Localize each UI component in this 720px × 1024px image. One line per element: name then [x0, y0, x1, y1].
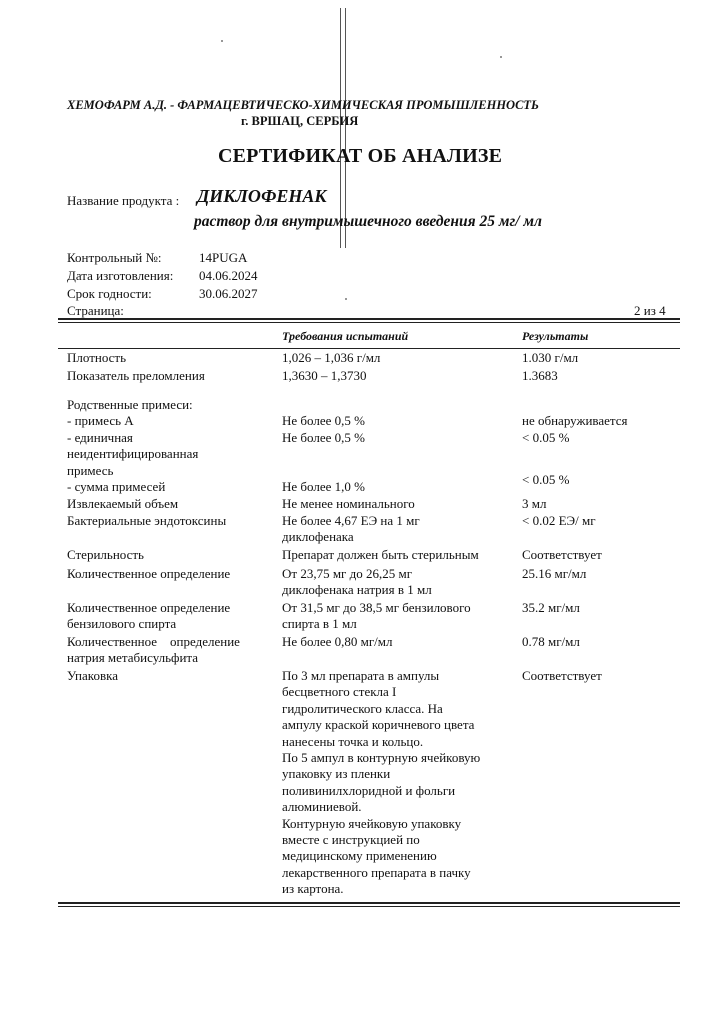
test-name-cell: Плотность [67, 350, 127, 365]
test-name-cell: неидентифицированная [67, 446, 199, 462]
test-name-cell: Количественное определение [67, 634, 240, 649]
page-label: Страница: [67, 303, 124, 318]
test-name-cell: Родственные примеси: [67, 397, 193, 412]
page-number: 2 из 4 [634, 303, 666, 318]
product-label: Название продукта : [67, 193, 180, 208]
requirement-cell: Контурную ячейковую упаковку [282, 815, 462, 831]
requirement-cell: упаковку из пленки [282, 766, 391, 782]
requirement-cell: спирта в 1 мл [282, 616, 357, 632]
requirement-cell: медицинскому применению [282, 848, 437, 864]
requirement-cell: алюминиевой. [282, 799, 362, 815]
requirement-cell: 1,026 – 1,036 г/мл [282, 350, 381, 365]
requirement-cell: Не более 0,5 % [282, 430, 365, 445]
test-name-cell: Стерильность [67, 547, 144, 562]
requirement-cell: бесцветного стекла I [282, 684, 397, 700]
requirement-cell: поливинилхлоридной и фольги [282, 782, 456, 798]
test-name-cell: примесь [67, 462, 114, 478]
expiry-date-value: 30.06.2027 [199, 286, 258, 301]
manufacture-date-value: 04.06.2024 [199, 268, 258, 283]
test-name-cell: Бактериальные эндотоксины [67, 513, 227, 528]
column-header-requirements: Требования испытаний [282, 329, 409, 343]
test-name-cell: Показатель преломления [67, 368, 205, 383]
requirement-cell: От 23,75 мг до 26,25 мг [282, 566, 413, 581]
test-name-cell: - примесь А [67, 413, 134, 428]
product-name: ДИКЛОФЕНАК [197, 186, 327, 206]
result-cell: не обнаруживается [522, 413, 628, 428]
result-cell: 25.16 мг/мл [522, 566, 587, 581]
requirement-cell: Не более 1,0 % [282, 479, 365, 494]
result-cell: < 0.05 % [522, 430, 570, 445]
result-cell: 0.78 мг/мл [522, 634, 580, 649]
requirement-cell: Не более 0,80 мг/мл [282, 634, 393, 649]
result-cell: < 0.02 ЕЭ/ мг [522, 513, 596, 528]
requirement-cell: гидролитического класса. На [282, 700, 443, 716]
test-name-cell: Упаковка [67, 668, 118, 683]
result-cell: 1.030 г/мл [522, 350, 579, 365]
test-name-cell: бензилового спирта [67, 616, 177, 632]
result-cell: 3 мл [522, 496, 547, 511]
result-cell: < 0.05 % [522, 472, 570, 487]
requirement-cell: Не более 0,5 % [282, 413, 365, 428]
requirement-cell: вместе с инструкцией по [282, 832, 420, 847]
test-name-cell: натрия метабисульфита [67, 650, 199, 666]
requirement-cell: Препарат должен быть стерильным [282, 547, 479, 562]
requirement-cell: По 3 мл препарата в ампулы [282, 668, 440, 683]
document-title: СЕРТИФИКАТ ОБ АНАЛИЗЕ [218, 145, 503, 167]
test-name-cell: - сумма примесей [67, 479, 166, 494]
company-line: ХЕМОФАРМ А.Д. - ФАРМАЦЕВТИЧЕСКО-ХИМИЧЕСКАЯ ПРОМЫШЛЕННОСТЬ [67, 98, 539, 112]
bottom-rule [58, 902, 680, 904]
requirement-cell: По 5 ампул в контурную ячейковую [282, 750, 481, 765]
requirement-cell: диклофенака натрия в 1 мл [282, 582, 432, 598]
test-name-cell: Количественное определение [67, 566, 231, 581]
requirement-cell: Не менее номинального [282, 496, 415, 511]
control-number-label: Контрольный №: [67, 250, 162, 265]
requirement-cell: из картона. [282, 881, 344, 897]
requirement-cell: 1,3630 – 1,3730 [282, 368, 367, 383]
requirement-cell: диклофенака [282, 529, 354, 545]
city-line: г. ВРШАЦ, СЕРБИЯ [241, 114, 359, 128]
expiry-date-label: Срок годности: [67, 286, 152, 301]
column-header-results: Результаты [522, 329, 589, 343]
test-name-cell: - единичная [67, 430, 133, 445]
result-cell: 1.3683 [522, 368, 558, 383]
requirement-cell: лекарственного препарата в пачку [282, 864, 471, 880]
test-name-cell: Количественное определение [67, 600, 231, 615]
product-form: раствор для внутримышечного введения 25 мг/ мл [194, 213, 542, 230]
requirement-cell: Не более 4,67 ЕЭ на 1 мг [282, 513, 420, 528]
requirement-cell: ампулу краской коричневого цвета [282, 717, 475, 733]
requirement-cell: От 31,5 мг до 38,5 мг бензилового [282, 600, 471, 615]
manufacture-date-label: Дата изготовления: [67, 268, 174, 283]
result-cell: Соответствует [522, 547, 602, 562]
result-cell: 35.2 мг/мл [522, 600, 580, 615]
requirement-cell: нанесены точка и кольцо. [282, 733, 424, 749]
bottom-rule-thin [58, 906, 680, 907]
result-cell: Соответствует [522, 668, 602, 683]
test-name-cell: Извлекаемый объем [67, 496, 179, 511]
control-number-value: 14PUGA [199, 250, 248, 265]
